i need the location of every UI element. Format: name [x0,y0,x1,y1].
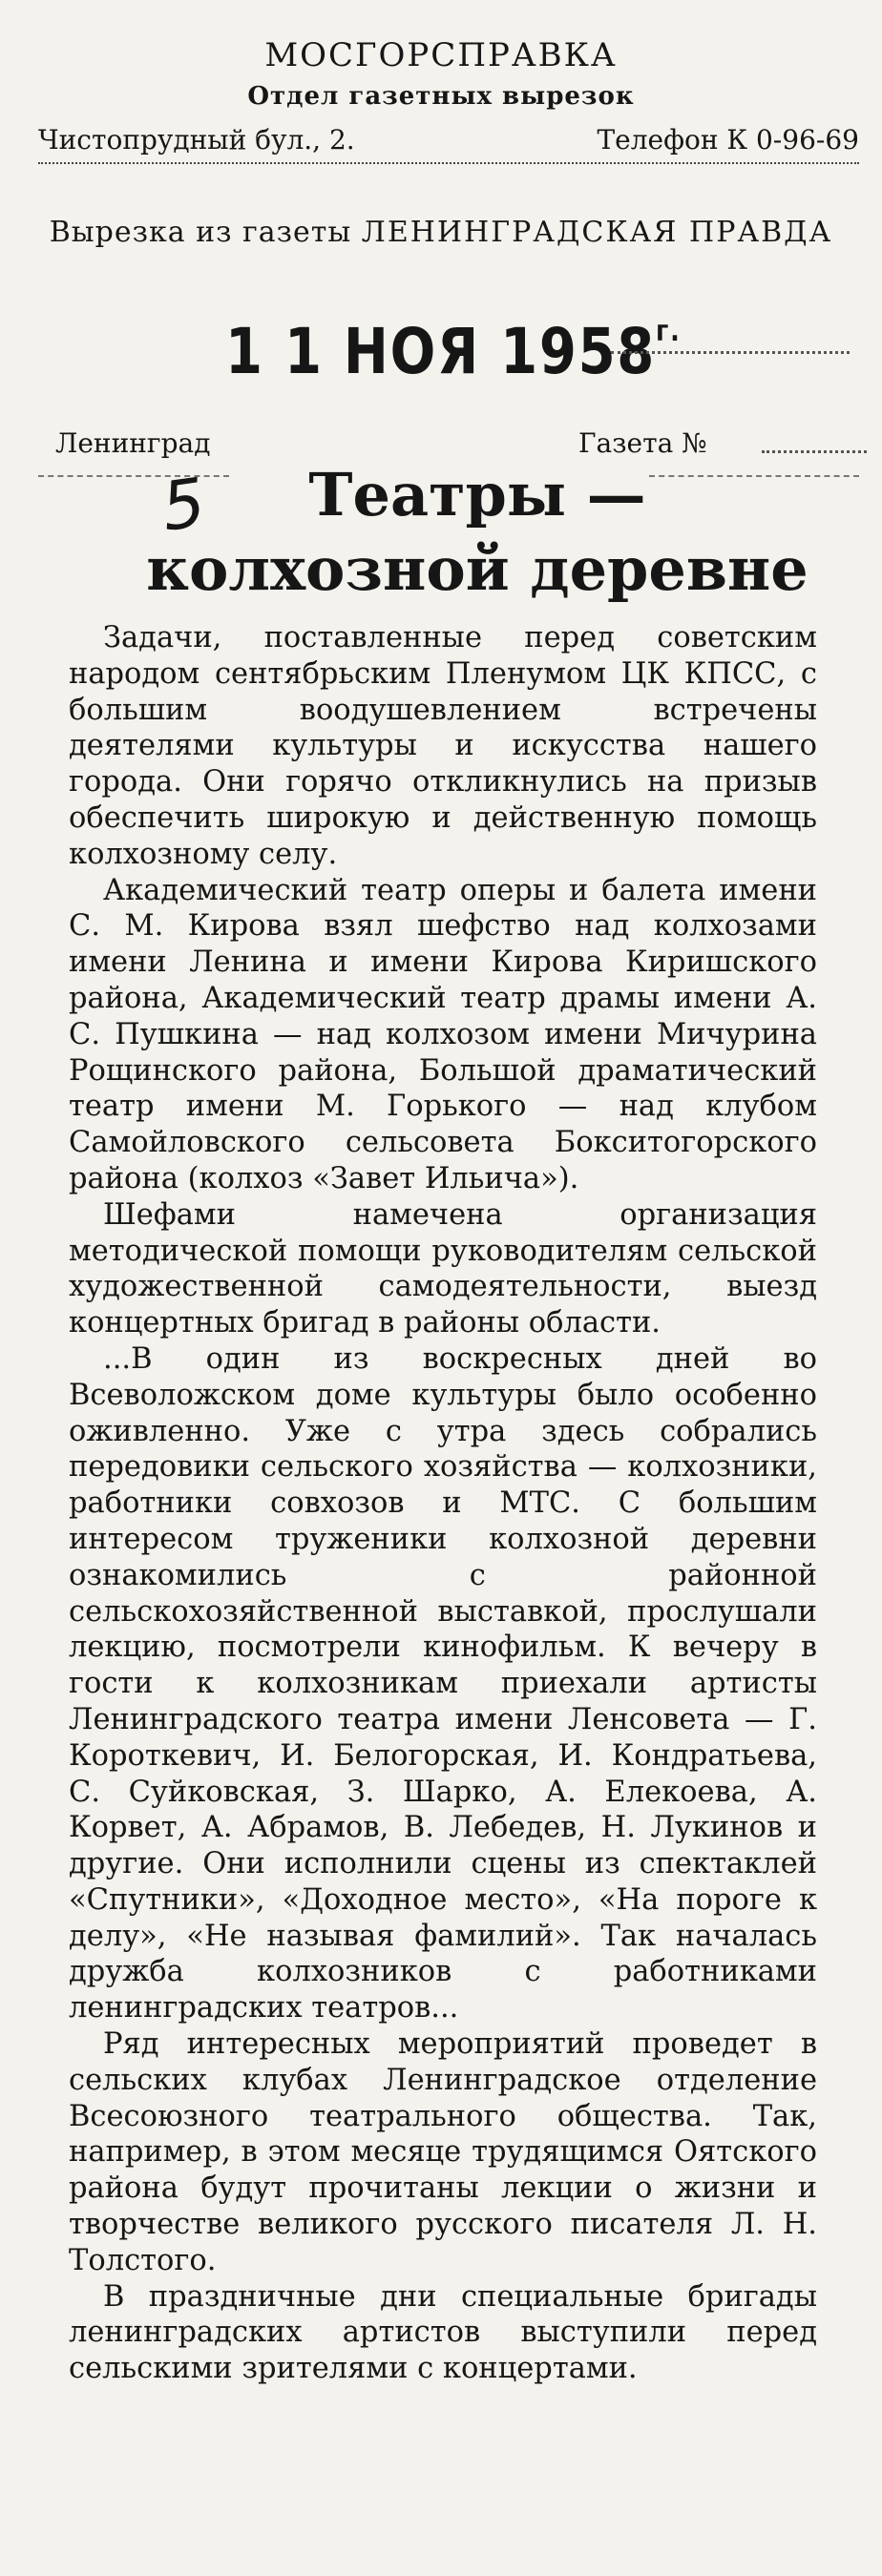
article-body [69,620,817,2387]
date-stamp-text: 1 1 НОЯ 1958 [225,315,657,388]
paragraph: Академический театр оперы и балета имени С. М. Кирова взял шефство над колхозами имени Ленина и имени Кирова Киришского района, Академический театр драмы имени А. С. Пушкина — над колхозом имени Мичурина Рощинского района, Большой драматический театр имени М. Горького — над клубом Самойловского сельсовета Бокситогорского района (колхоз «Завет Ильича»). [69,873,817,1195]
phone: Телефон К 0-96-69 [597,124,859,156]
headline-line-1: Театры — [308,460,646,530]
clipping-source [0,216,882,249]
headline-line-2: колхозной деревне [146,534,808,604]
paragraph: Задачи, поставленные перед советским народом сентябрьским Пленумом ЦК КПСС, с большим воодушевлением встречены деятелями культуры и искусства нашего города. Они горячо откликнулись на призыв обеспечить широкую и действенную помощь колхозному селу. [69,621,817,871]
article-headline [134,458,821,607]
handwritten-mark: 5 [157,463,211,547]
address: Чистопрудный бул., 2. [38,124,355,156]
source-label: Вырезка из газеты [49,216,352,249]
paragraph: В праздничные дни специальные бригады ленинградских артистов выступили перед сельскими зрителями с концертами. [69,2279,817,2386]
issue-label: Газета № [578,427,707,459]
date-suffix: г. [656,315,682,348]
newspaper-name: ЛЕНИНГРАДСКАЯ ПРАВДА [361,216,833,249]
address-row [38,124,859,164]
city: Ленинград [55,427,211,459]
issue-dots [762,450,867,453]
date-dots [611,351,850,354]
place-row [55,427,857,462]
department-name: Отдел газетных вырезок [247,82,635,111]
paragraph: Шефами намечена организация методической помощи руководителям сельской художественной самодеятельности, выезд концертных бригад в районы области. [69,1197,817,1340]
paragraph: Ряд интересных мероприятий проведет в сельских клубах Ленинградское отделение Всесоюзного театрального общества. Так, например, в этом месяце трудящимся Оятского района будут прочитаны лекции о жизни и творчестве великого русского писателя Л. Н. Толстого. [69,2027,817,2277]
paragraph: ...В один из воскресных дней во Всеволожском доме культуры было особенно оживленно. Уже с утра здесь собрались передовики сельского хозяйства — колхозники, работники совхозов и МТС. С большим интересом труженики колхозной деревни ознакомились с районной сельскохозяйственной выставкой, прослушали лекцию, посмотрели кинофильм. К вечеру в гости к колхозникам приехали артисты Ленинградского театра имени Ленсовета — Г. Короткевич, И. Белогорская, И. Кондратьева, С. Суйковская, З. Шарко, А. Елекоева, А. Корвет, А. Абрамов, В. Лебедев, Н. Лукинов и другие. Они исполнили сцены из спектаклей «Спутники», «Доходное место», «На пороге к делу», «Не называя фамилий». Так началась дружба колхозников с работниками ленинградских театров... [69,1341,817,2025]
agency-name: МОСГОРСПРАВКА [264,36,618,74]
